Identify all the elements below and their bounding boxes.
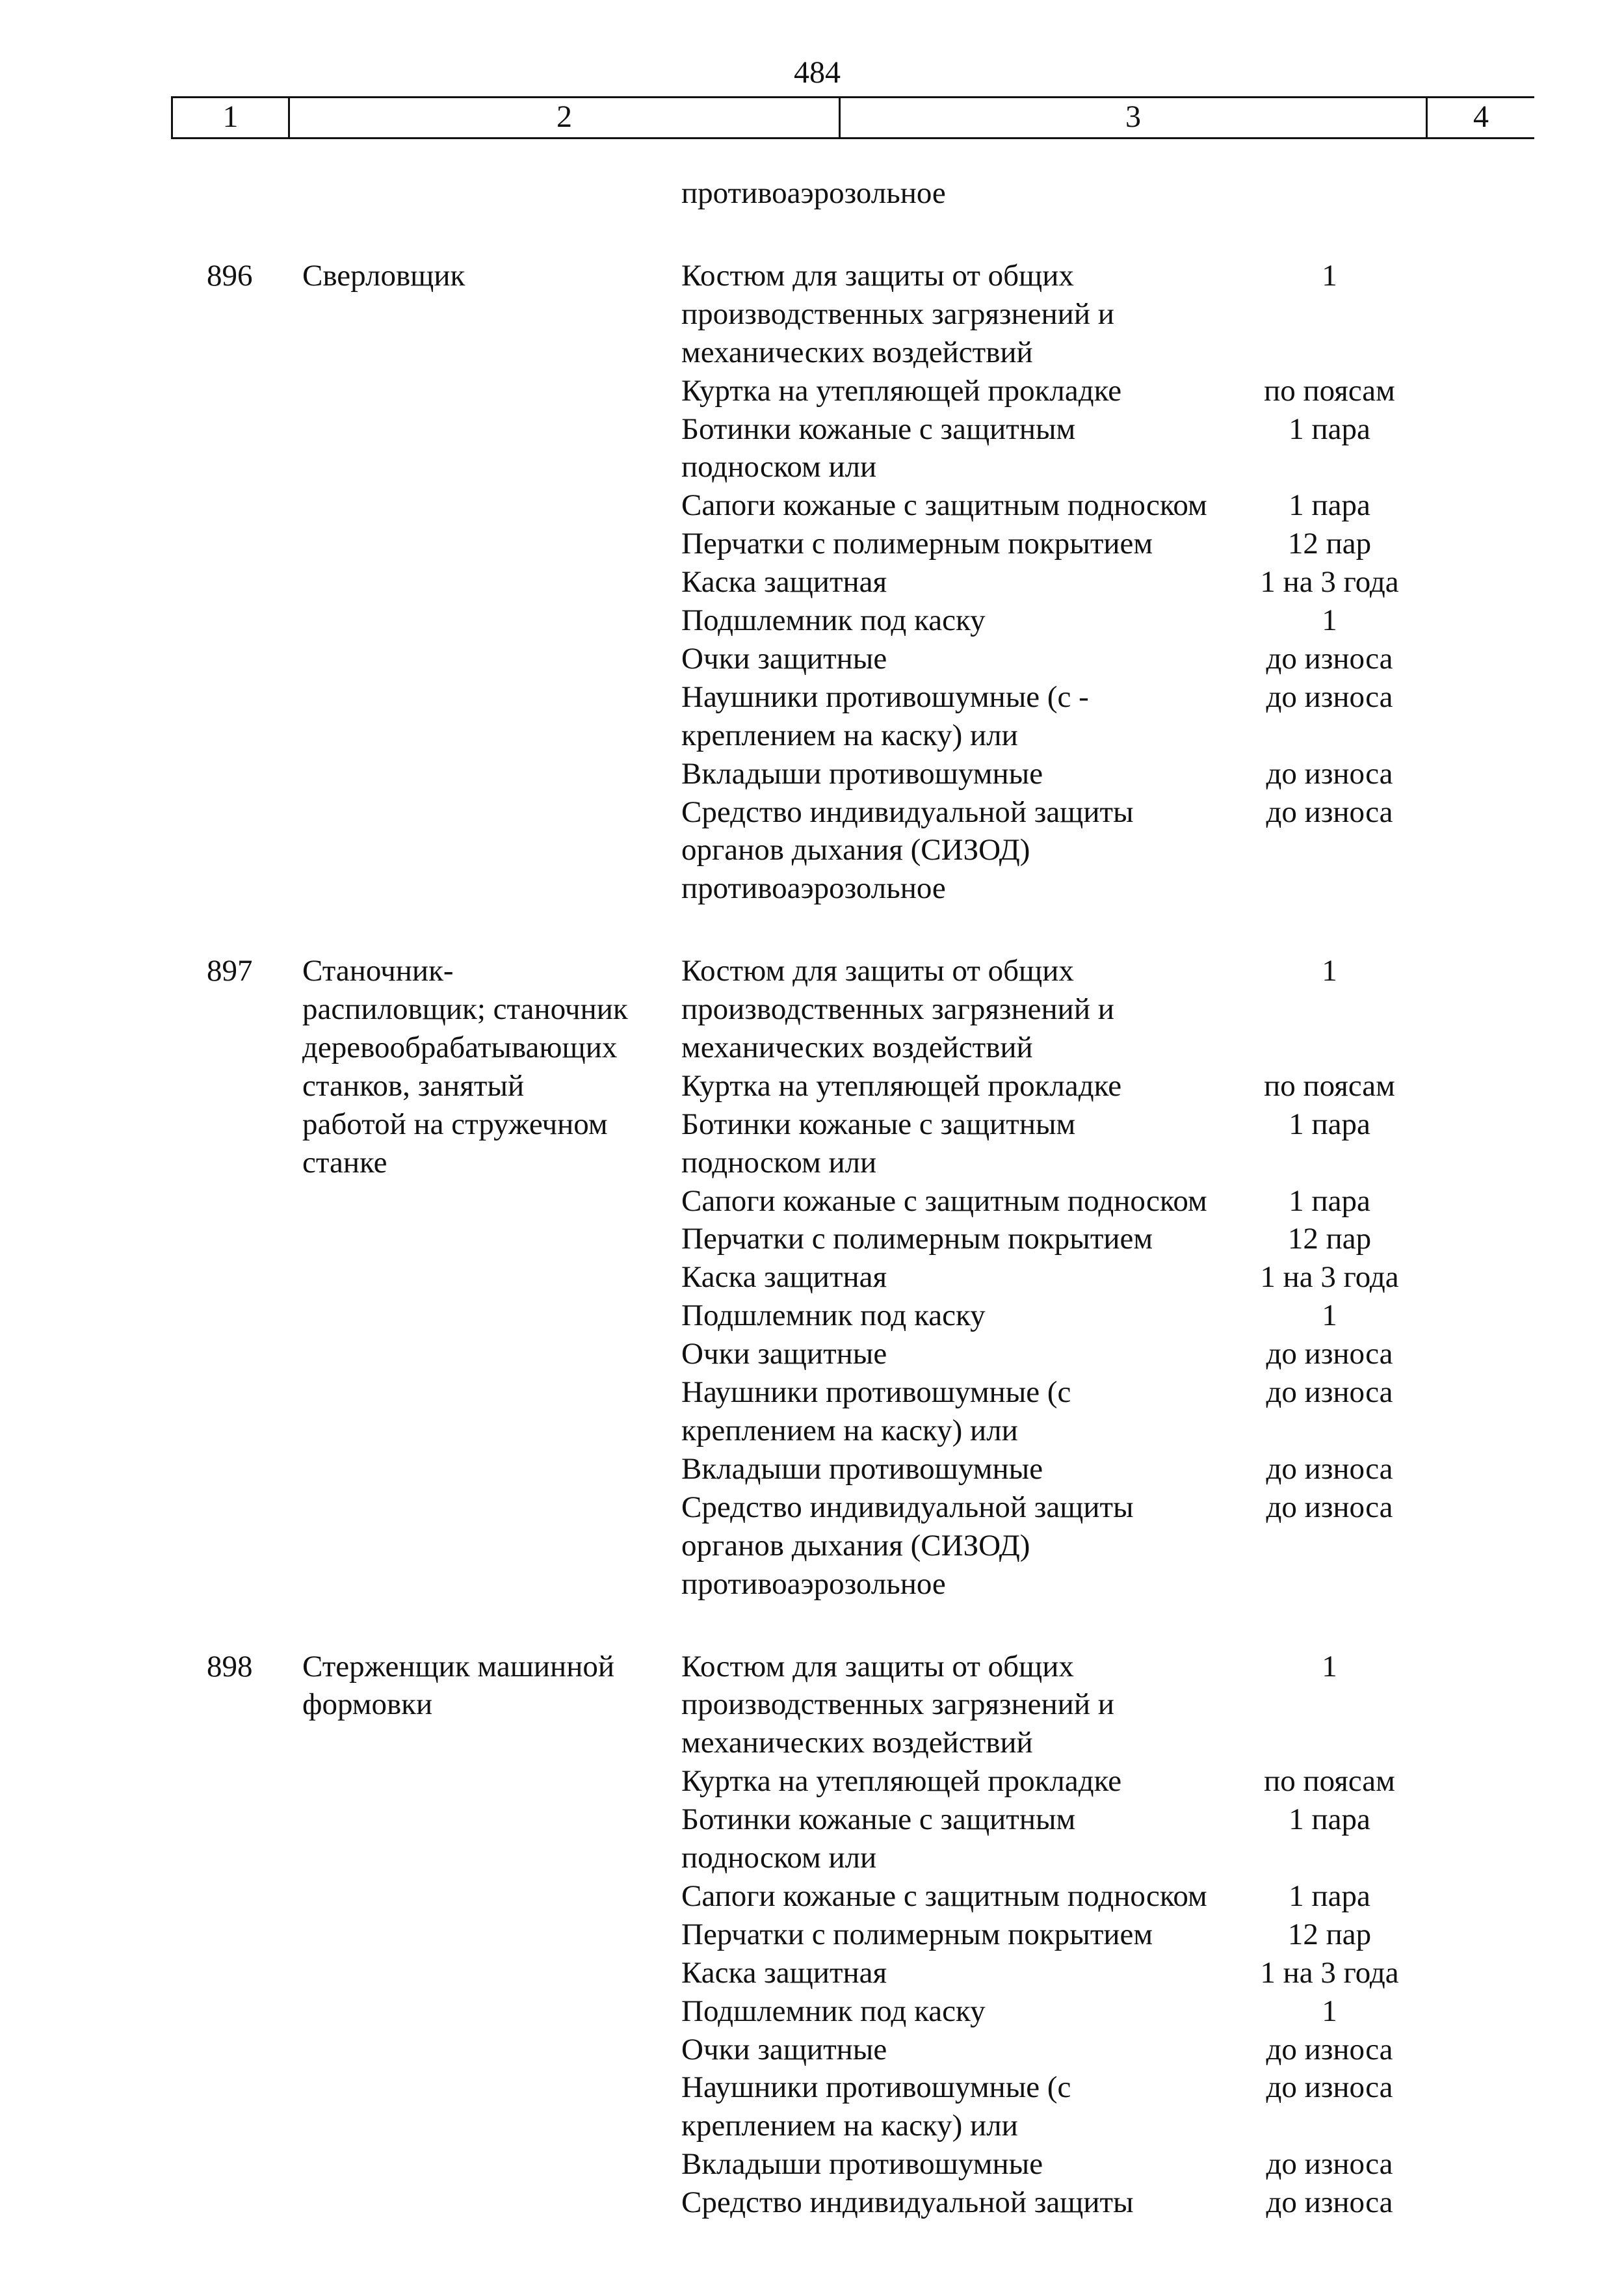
ppe-item: Подшлемник под каску: [681, 603, 986, 637]
ppe-norm: по поясам: [1264, 1069, 1395, 1103]
table-header: [171, 96, 1534, 139]
ppe-item: Подшлемник под каску: [681, 1299, 986, 1332]
ppe-item: Подшлемник под каску: [681, 1994, 986, 2028]
ppe-norm: 12 пар: [1287, 1918, 1372, 1951]
ppe-item: Сапоги кожаные с защитным подноском: [681, 1184, 1207, 1218]
profession-name: Стерженщик машинной: [302, 1650, 615, 1683]
page-number: 484: [794, 55, 841, 90]
profession-name: станке: [302, 1146, 387, 1180]
continuation-text: противоаэрозольное: [681, 176, 946, 210]
entry-number: 898: [207, 1650, 253, 1683]
ppe-norm: 1 пара: [1289, 1107, 1370, 1141]
ppe-item: креплением на каску) или: [681, 719, 1018, 752]
ppe-norm: до износа: [1266, 1452, 1393, 1486]
ppe-norm: 12 пар: [1287, 527, 1372, 561]
ppe-item: механических воздействий: [681, 1031, 1033, 1064]
ppe-item: креплением на каску) или: [681, 1414, 1018, 1447]
ppe-norm: 1: [1322, 259, 1337, 293]
ppe-item: механических воздействий: [681, 336, 1033, 369]
ppe-norm: 1: [1322, 1299, 1337, 1332]
ppe-item: Куртка на утепляющей прокладке: [681, 374, 1122, 408]
ppe-norm: по поясам: [1264, 1764, 1395, 1798]
profession-name: формовки: [302, 1687, 433, 1721]
ppe-item: противоаэрозольное: [681, 871, 946, 905]
ppe-norm: до износа: [1266, 1375, 1393, 1409]
ppe-item: Наушники противошумные (с: [681, 1375, 1071, 1409]
ppe-item: Костюм для защиты от общих: [681, 954, 1074, 988]
profession-name: станков, занятый: [302, 1069, 525, 1103]
profession-name: Станочник-: [302, 954, 454, 988]
ppe-norm: по поясам: [1264, 374, 1395, 408]
ppe-norm: до износа: [1266, 2185, 1393, 2219]
ppe-norm: 1 на 3 года: [1260, 1956, 1399, 1990]
ppe-item: Каска защитная: [681, 1956, 887, 1990]
ppe-item: Ботинки кожаные с защитным: [681, 412, 1076, 446]
profession-name: работой на стружечном: [302, 1107, 608, 1141]
ppe-norm: до износа: [1266, 2033, 1393, 2066]
ppe-item: Очки защитные: [681, 642, 887, 676]
ppe-norm: 1 пара: [1289, 488, 1370, 522]
ppe-item: подноском или: [681, 450, 877, 484]
header-col-3: 3: [1125, 99, 1141, 134]
ppe-norm: 1 пара: [1289, 1802, 1370, 1836]
ppe-norm: 1 пара: [1289, 1184, 1370, 1218]
ppe-item: Каска защитная: [681, 565, 887, 599]
ppe-item: Средство индивидуальной защиты: [681, 2185, 1134, 2219]
ppe-norm: 12 пар: [1287, 1222, 1372, 1256]
ppe-item: Ботинки кожаные с защитным: [681, 1107, 1076, 1141]
ppe-item: производственных загрязнений и: [681, 1687, 1114, 1721]
ppe-item: механических воздействий: [681, 1726, 1033, 1760]
ppe-norm: до износа: [1266, 680, 1393, 714]
ppe-item: органов дыхания (СИЗОД): [681, 833, 1030, 867]
ppe-item: Ботинки кожаные с защитным: [681, 1802, 1076, 1836]
ppe-item: Куртка на утепляющей прокладке: [681, 1069, 1122, 1103]
ppe-norm: 1 пара: [1289, 1879, 1370, 1913]
header-col-4: 4: [1473, 99, 1489, 134]
ppe-norm: до износа: [1266, 642, 1393, 676]
ppe-norm: 1: [1322, 954, 1337, 988]
ppe-item: Перчатки с полимерным покрытием: [681, 527, 1153, 561]
ppe-item: производственных загрязнений и: [681, 297, 1114, 331]
ppe-item: противоаэрозольное: [681, 1567, 946, 1601]
ppe-item: Вкладыши противошумные: [681, 1452, 1043, 1486]
ppe-item: Костюм для защиты от общих: [681, 1650, 1074, 1683]
ppe-item: Костюм для защиты от общих: [681, 259, 1074, 293]
entry-number: 897: [207, 954, 253, 988]
ppe-item: Сапоги кожаные с защитным подноском: [681, 1879, 1207, 1913]
ppe-norm: до износа: [1266, 1337, 1393, 1371]
ppe-item: Наушники противошумные (с: [681, 2070, 1071, 2104]
ppe-item: Средство индивидуальной защиты: [681, 795, 1134, 829]
ppe-norm: 1 пара: [1289, 412, 1370, 446]
ppe-norm: 1: [1322, 1650, 1337, 1683]
ppe-item: креплением на каску) или: [681, 2109, 1018, 2143]
ppe-norm: 1 на 3 года: [1260, 1260, 1399, 1294]
ppe-item: Очки защитные: [681, 2033, 887, 2066]
ppe-item: Перчатки с полимерным покрытием: [681, 1222, 1153, 1256]
ppe-item: Наушники противошумные (с -: [681, 680, 1089, 714]
ppe-norm: до износа: [1266, 2070, 1393, 2104]
ppe-item: Сапоги кожаные с защитным подноском: [681, 488, 1207, 522]
ppe-item: Перчатки с полимерным покрытием: [681, 1918, 1153, 1951]
ppe-norm: 1 на 3 года: [1260, 565, 1399, 599]
header-col-2: 2: [557, 99, 572, 134]
ppe-item: Вкладыши противошумные: [681, 2147, 1043, 2181]
ppe-item: производственных загрязнений и: [681, 992, 1114, 1026]
ppe-item: Очки защитные: [681, 1337, 887, 1371]
ppe-norm: до износа: [1266, 1490, 1393, 1524]
ppe-item: подноском или: [681, 1841, 877, 1875]
ppe-item: подноском или: [681, 1146, 877, 1180]
header-col-1: 1: [222, 99, 239, 134]
entry-number: 896: [207, 259, 253, 293]
ppe-item: Вкладыши противошумные: [681, 757, 1043, 791]
ppe-norm: 1: [1322, 603, 1337, 637]
ppe-item: Куртка на утепляющей прокладке: [681, 1764, 1122, 1798]
ppe-norm: до износа: [1266, 795, 1393, 829]
profession-name: деревообрабатывающих: [302, 1031, 618, 1064]
ppe-item: органов дыхания (СИЗОД): [681, 1529, 1030, 1563]
profession-name: Сверловщик: [302, 259, 465, 293]
ppe-norm: до износа: [1266, 757, 1393, 791]
ppe-item: Средство индивидуальной защиты: [681, 1490, 1134, 1524]
ppe-norm: 1: [1322, 1994, 1337, 2028]
ppe-item: Каска защитная: [681, 1260, 887, 1294]
ppe-norm: до износа: [1266, 2147, 1393, 2181]
profession-name: распиловщик; станочник: [302, 992, 628, 1026]
